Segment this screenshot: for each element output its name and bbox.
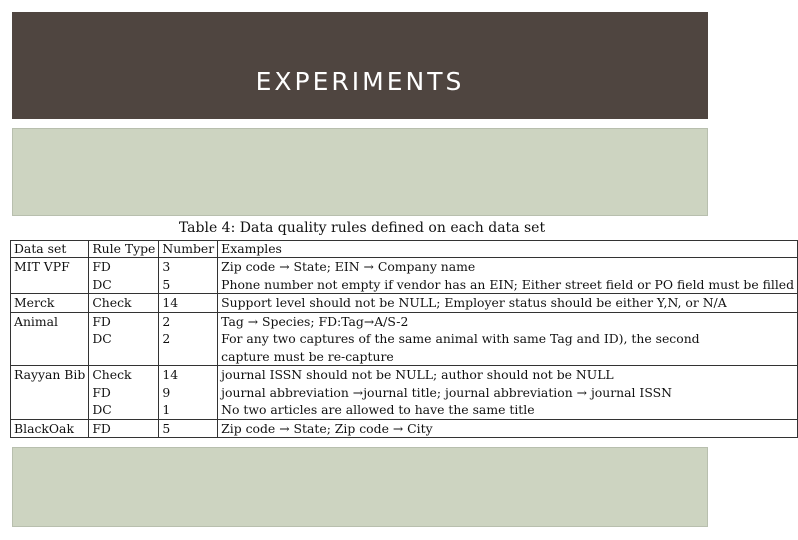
header-data-set: Data set [11,241,89,258]
cell-numbers [159,258,218,294]
table-row [11,294,798,313]
header-examples: Examples [218,241,798,258]
cell-types [89,312,159,366]
cell-numbers [159,419,218,438]
rule-count: 2 [162,313,171,329]
rule-example: Zip code → State; EIN → Company name [221,259,476,274]
rule-example: Zip code → State; Zip code → City [221,420,433,436]
rule-example: journal ISSN should not be NULL; author should not be NULL [221,367,614,382]
content-panel-bottom [12,447,708,527]
rule-type: FD [92,259,111,274]
rule-type: Check [92,367,132,382]
rule-count: 14 [162,295,179,310]
cell-types [89,419,159,438]
rule-example: No two articles are allowed to have the same title [221,402,535,417]
rule-count: 5 [162,420,171,436]
rule-type: Check [92,295,132,310]
rule-example: Support level should not be NULL; Employer status should be either Y,N, or N/A [221,295,727,310]
rule-example: journal abbreviation →journal title; journal abbreviation → journal ISSN [221,384,672,400]
slide-title: EXPERIMENTS [255,67,465,96]
cell-examples [218,312,798,366]
table-caption: Table 4: Data quality rules defined on each data set [178,220,546,236]
header-number: Number [159,241,218,258]
cell-dataset: MIT VPF [11,258,89,294]
rule-example: For any two captures of the same animal with same Tag and ID), the second [221,331,700,346]
rule-example: Phone number not empty if vendor has an EIN; Either street field or PO field must be filled [221,276,795,292]
cell-dataset: Merck [11,294,89,313]
rule-count: 3 [162,259,171,274]
rule-count: 9 [162,384,171,400]
header-rule-type: Rule Type [89,241,159,258]
rule-example: Tag → Species; FD:Tag→A/S-2 [221,313,409,329]
rule-type: FD [92,420,111,436]
cell-types [89,294,159,313]
cell-types [89,366,159,420]
cell-dataset: Rayyan Bib [11,366,89,420]
cell-dataset: Animal [11,312,89,366]
rule-count: 2 [162,331,171,346]
rule-example: capture must be re-capture [221,348,394,364]
title-bar [12,12,708,119]
table-row [11,258,798,294]
table-row [11,419,798,438]
table-row [11,312,798,366]
rule-count: 1 [162,402,171,417]
cell-examples [218,294,798,313]
cell-numbers [159,366,218,420]
cell-numbers [159,312,218,366]
table-header-row [11,241,798,258]
rule-type: FD [92,384,111,400]
cell-examples [218,366,798,420]
cell-dataset: BlackOak [11,419,89,438]
table-row [11,366,798,420]
rule-type: DC [92,331,112,346]
cell-examples [218,258,798,294]
table-figure [8,216,795,441]
rules-table [10,240,798,438]
cell-examples [218,419,798,438]
rule-type: DC [92,402,112,417]
content-panel-top [12,128,708,216]
rule-count: 14 [162,367,179,382]
rule-type: DC [92,276,112,292]
cell-types [89,258,159,294]
rule-count: 5 [162,276,171,292]
rule-type: FD [92,313,111,329]
cell-numbers [159,294,218,313]
